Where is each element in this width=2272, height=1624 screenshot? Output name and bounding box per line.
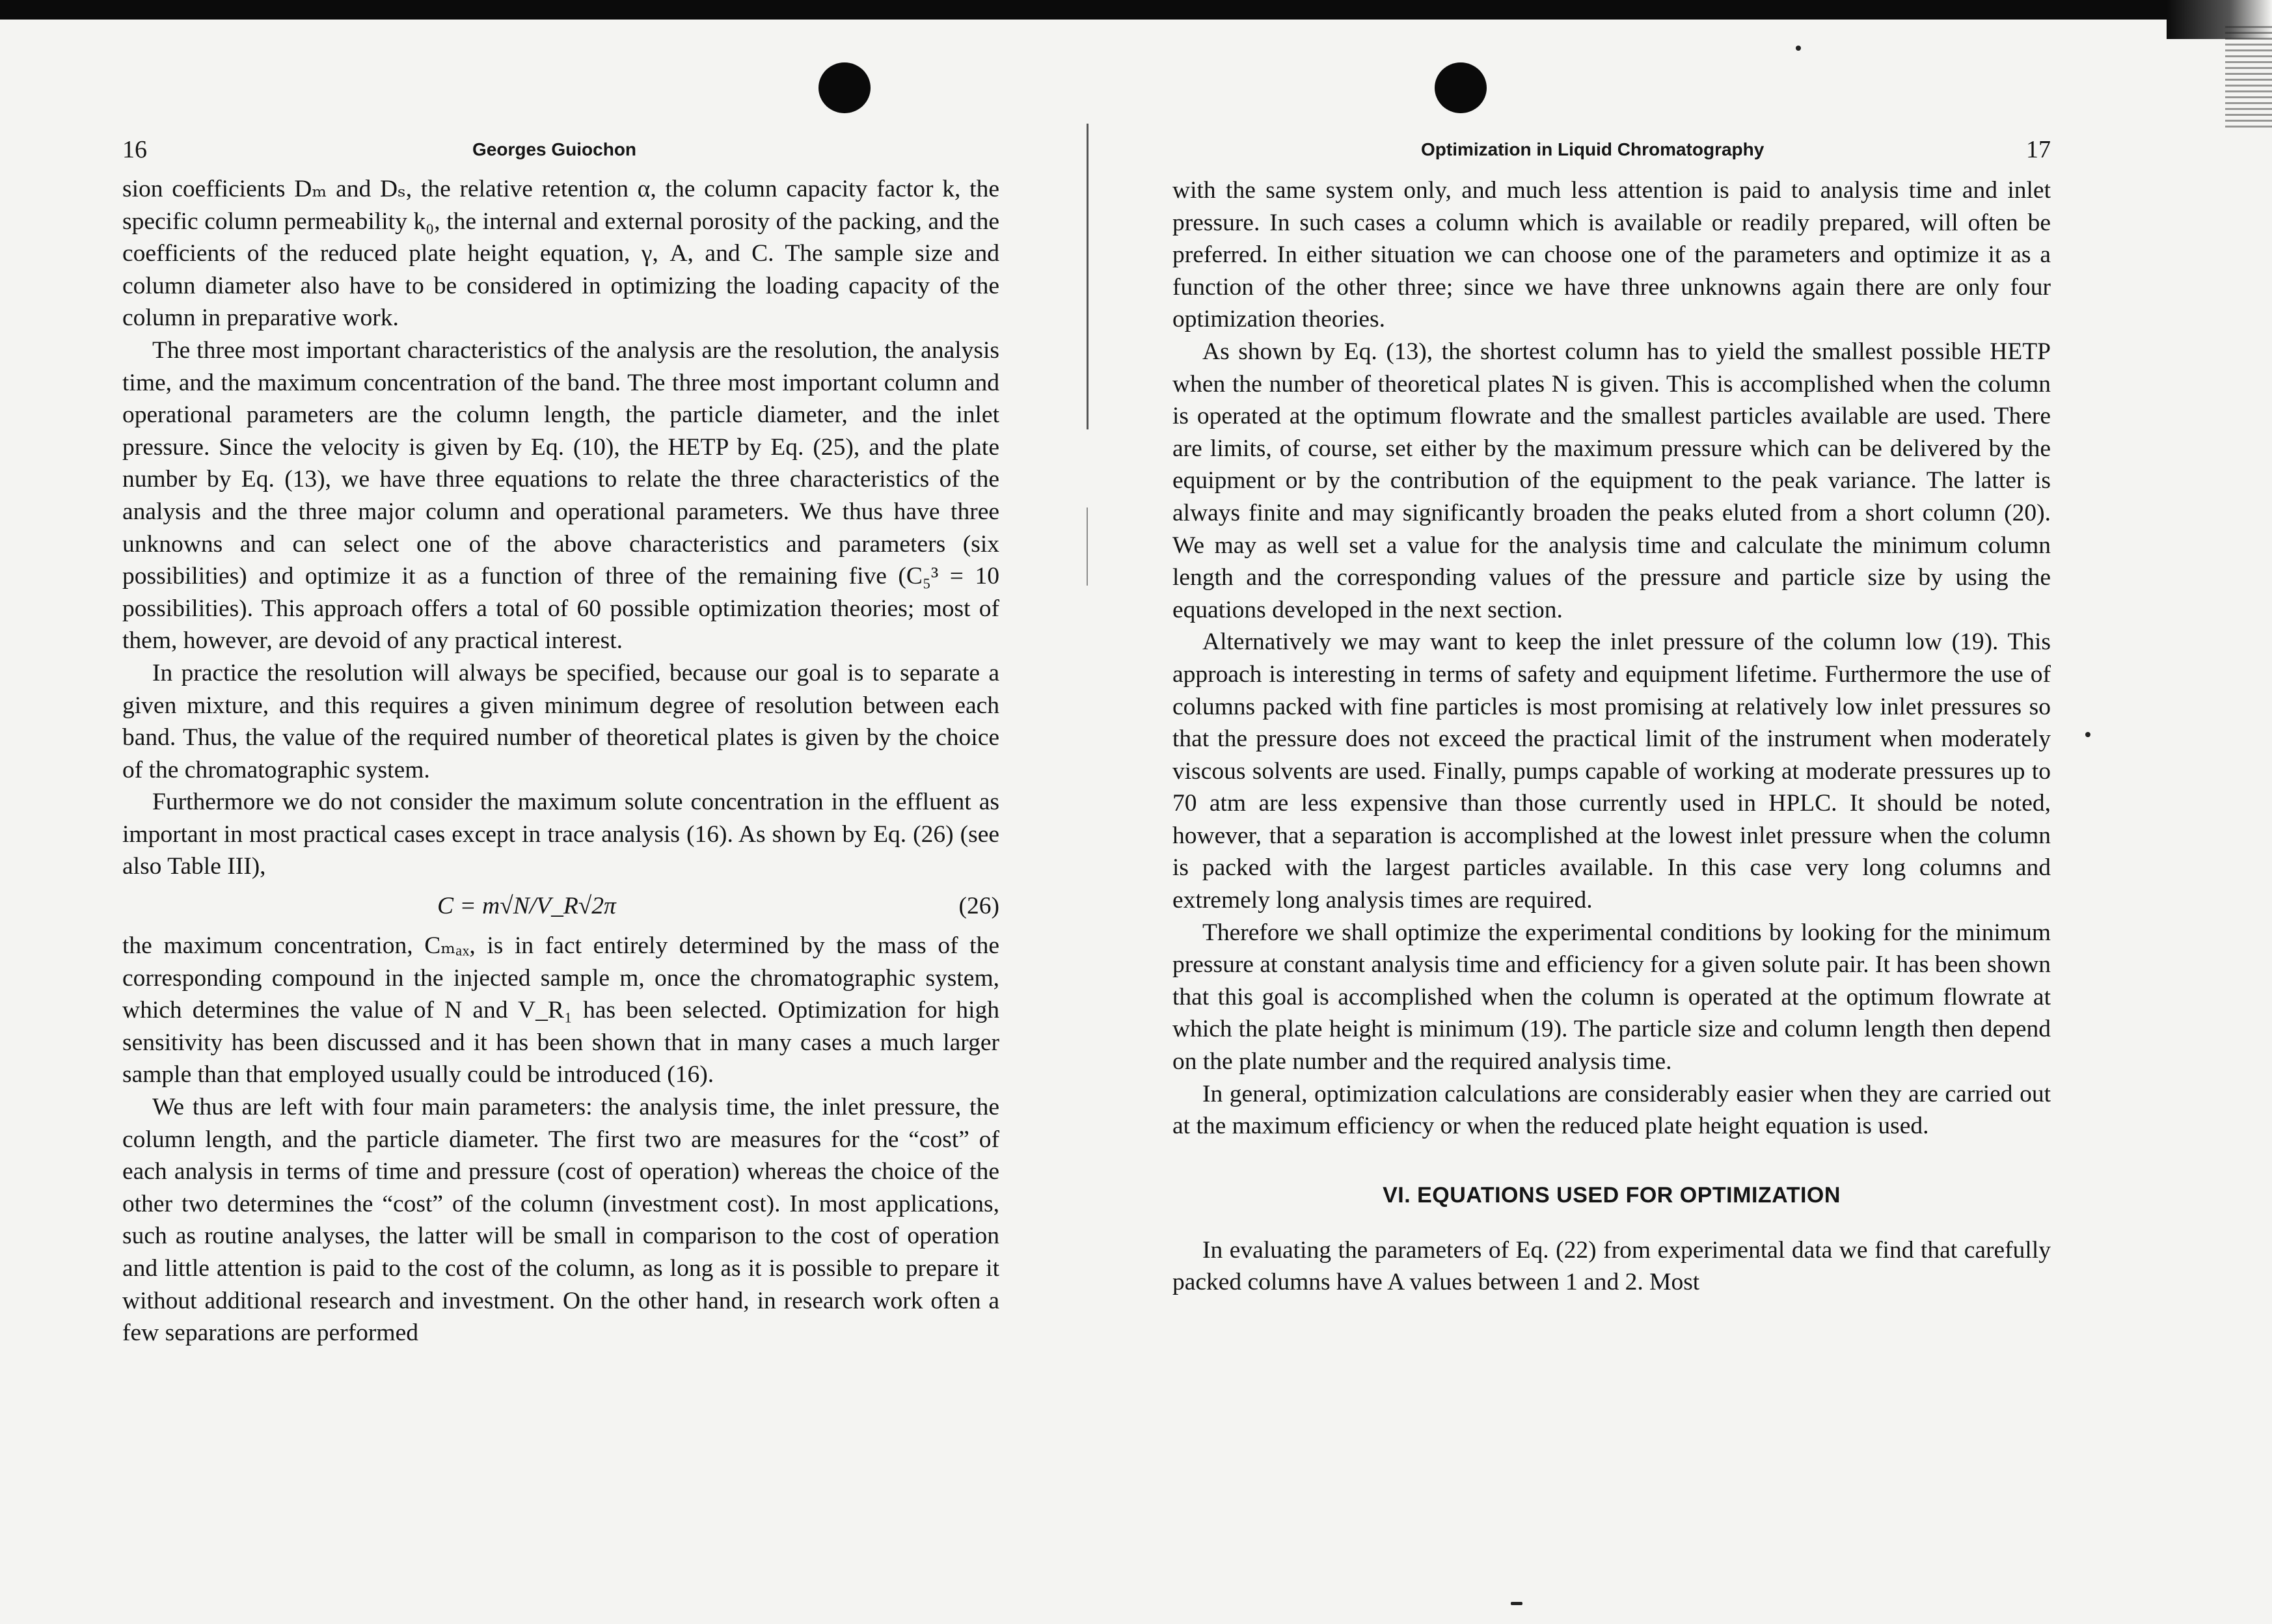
- left-page-body: [122, 173, 999, 1349]
- scan-speck: [2085, 732, 2090, 737]
- left-paragraph: In practice the resolution will always be specified, because our goal is to separate a given mixture, and this requires a given minimum degree of resolution between each band. Thus, the value of the required number of theoretical plates is given by the choice of the chromatographic system.: [122, 659, 999, 783]
- section-heading: VI. EQUATIONS USED FOR OPTIMIZATION: [1383, 1182, 1841, 1208]
- binding-gutter-line: [1087, 508, 1088, 586]
- equation-number: (26): [958, 893, 999, 920]
- left-paragraph: We thus are left with four main parameters: the analysis time, the inlet pressure, the column length, and the particle diameter. The first two are measures for the “cost” of each analysis in terms of time and pressure (cost of operation) whereas the choice of the other two determines the “cost” of the column (investment cost). In most applications, such as routine analyses, the latter will be small in comparison to the cost of operation and little attention is paid to the cost of the column, as long as it is possible to prepare it without additional research and investment. On the other hand, in research work often a few separations are performed: [122, 1094, 999, 1347]
- right-paragraph: Therefore we shall optimize the experimental conditions by looking for the minimum pressure at constant analysis time and efficiency for a given solute pair. It has been shown that this goal is accomplished when the column is operated at the optimum flowrate at which the plate height is minimum (19). The particle size and column length then depend on the plate number and the required analysis time.: [1172, 919, 2051, 1076]
- left-page: [122, 117, 999, 1349]
- scan-speck: [1511, 1602, 1522, 1605]
- left-paragraph: sion coefficients Dₘ and Dₛ, the relative retention α, the column capacity factor k, the specific column permeability k₀, the internal and external porosity of the packing, and the coefficients of the reduced plate height equation, γ, A, and C. The sample size and column diameter also have to be considered in optimizing the loading capacity of the column in preparative work.: [122, 176, 999, 332]
- left-paragraph: Furthermore we do not consider the maximum solute concentration in the effluent as important in most practical cases except in trace analysis (16). As shown by Eq. (26) (see also Table III),: [122, 789, 999, 880]
- punch-hole-left: [818, 62, 871, 113]
- right-page-body: [1172, 174, 2051, 1299]
- left-running-head-author: Georges Guiochon: [472, 139, 637, 159]
- left-paragraph: The three most important characteristics of the analysis are the resolution, the analysis time, and the maximum concentration of the band. The three most important column and operational parameters are the column length, the particle diameter, and the inlet pressure. Since the velocity is given by Eq. (10), the HETP by Eq. (25), and the plate number by Eq. (13), we have three equations to relate the three characteristics of the analysis and the three major column and operational parameters. We thus have three unknowns and can select one of the above characteristics and parameters (six possibilities) and optimize it as a function of three of the remaining five (C₅³ = 10 possibilities). This approach offers a total of 60 possible optimization theories; most of them, however, are devoid of any practical interest.: [122, 336, 999, 655]
- binding-gutter-line: [1087, 124, 1089, 429]
- left-page-number: 16: [122, 136, 147, 163]
- right-paragraph: As shown by Eq. (13), the shortest column has to yield the smallest possible HETP when the number of theoretical plates N is given. This is accomplished when the column is operated at the optimum flowrate and the smallest particles available are used. There are limits, of course, set either by the maximum pressure which can be delivered by the equipment or by the contribution of the equipment to the peak variance. The latter is always finite and may significantly broaden the peaks eluted from a short column (20). We may as well set a value for the analysis time and calculate the minimum column length and the corresponding values of the pressure and particle size by using the equations developed in the next section.: [1172, 338, 2051, 623]
- punch-hole-right: [1435, 62, 1487, 113]
- right-page: [1172, 117, 2051, 1299]
- scan-speck: [1796, 46, 1801, 51]
- right-page-number: 17: [2026, 136, 2051, 163]
- right-paragraph: with the same system only, and much less attention is paid to analysis time and inlet pressure. In such cases a column which is available or readily prepared, will often be preferred. In either situation we can choose one of the parameters and optimize it as a function of the other three; since we have three unknowns again there are only four optimization theories.: [1172, 177, 2051, 333]
- right-running-head-title: Optimization in Liquid Chromatography: [1421, 139, 1765, 159]
- equation-26: [122, 883, 999, 930]
- equation-expression: C = m√N/V_R√2π: [437, 893, 616, 920]
- right-paragraph: In evaluating the parameters of Eq. (22) from experimental data we find that carefully packed columns have A values between 1 and 2. Most: [1172, 1236, 2051, 1296]
- scan-top-border: [0, 0, 2272, 20]
- right-paragraph: In general, optimization calculations are considerably easier when they are carried out at the maximum efficiency or when the reduced plate height equation is used.: [1172, 1080, 2051, 1140]
- right-running-header: [1172, 117, 2051, 167]
- left-running-header: [122, 117, 999, 167]
- scan-edge-noise: [2225, 26, 2272, 130]
- left-paragraph: the maximum concentration, Cₘₐₓ, is in fact entirely determined by the mass of the corresponding compound in the injected sample m, once the chromatographic system, which determines the value of N and V_R₁ has been selected. Optimization for high sensitivity has been discussed and it has been shown that in many cases a much larger sample than that employed usually could be introduced (16).: [122, 932, 999, 1089]
- right-paragraph: Alternatively we may want to keep the inlet pressure of the column low (19). This approach is interesting in terms of safety and equipment lifetime. Furthermore the use of columns packed with fine particles is most promising at relatively low inlet pressures so that the pressure does not exceed the practical limit of the instrument when moderately viscous solvents are used. Finally, pumps capable of working at moderate pressures up to 70 atm are less expensive than those currently used in HPLC. It should be noted, however, that a separation is accomplished at the lowest inlet pressure when the column is packed with the largest particles available. In this case very long columns and extremely long analysis times are required.: [1172, 629, 2051, 914]
